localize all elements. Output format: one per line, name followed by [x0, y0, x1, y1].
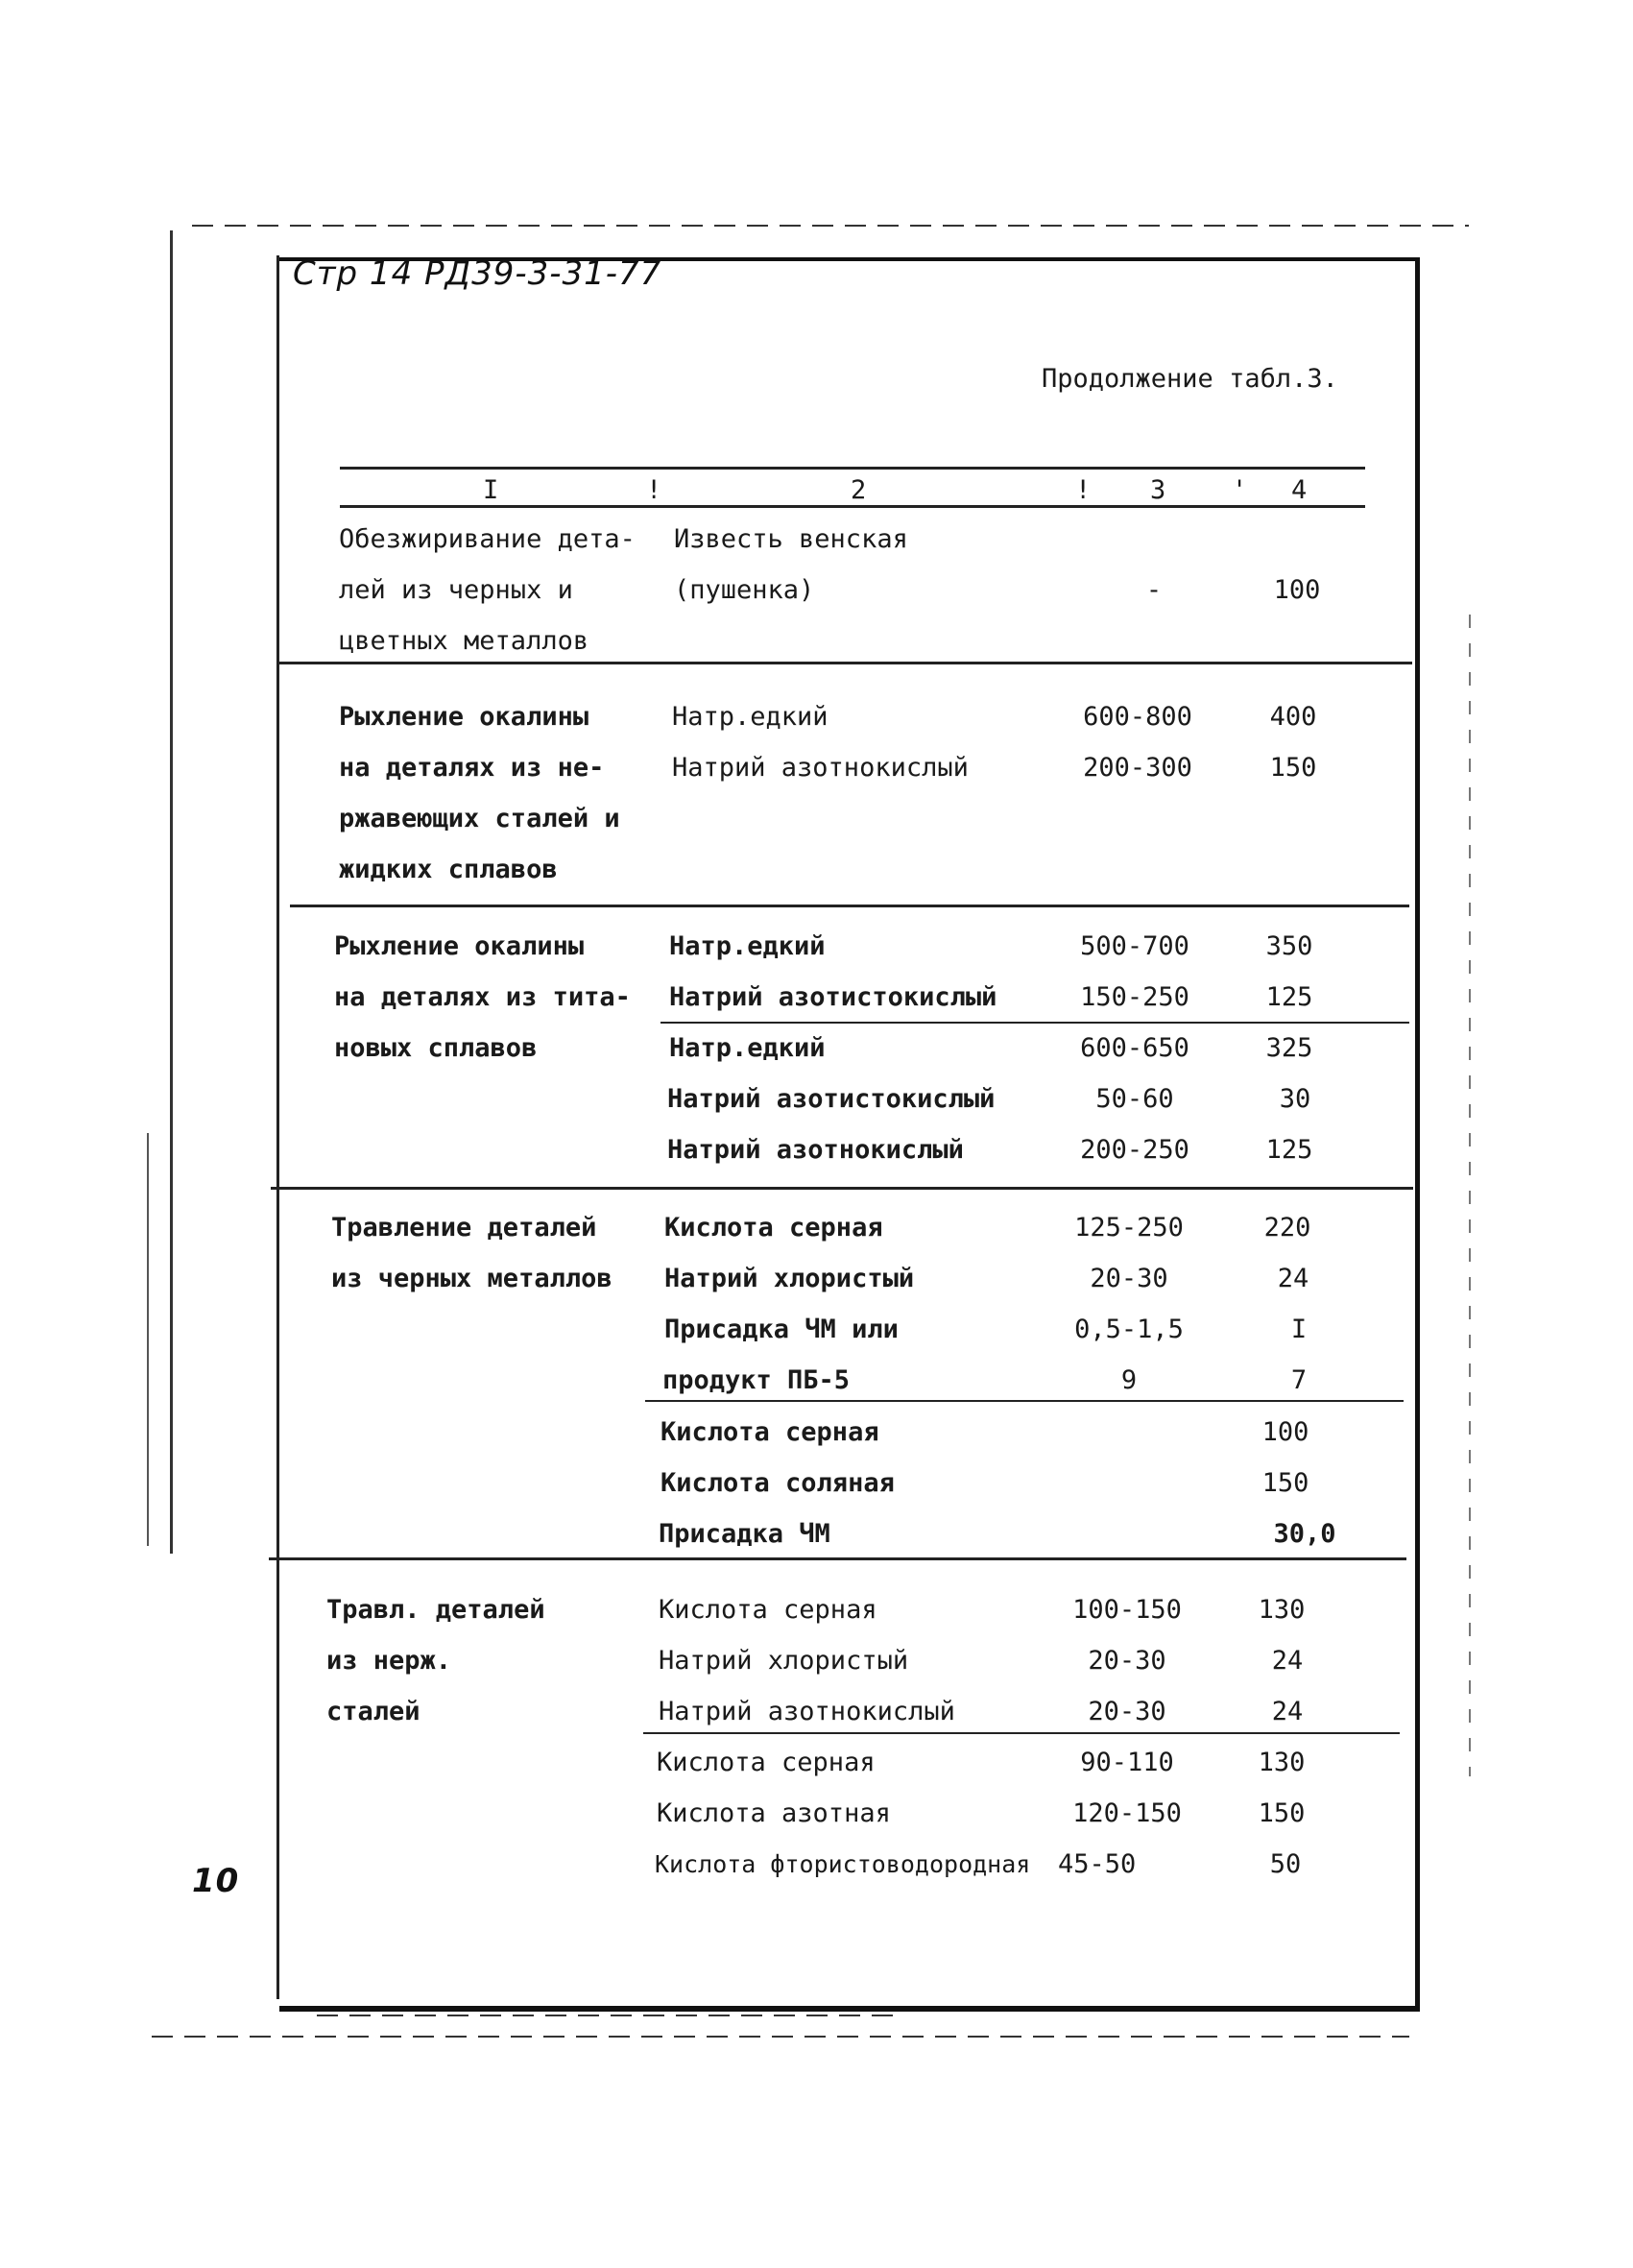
table-header-top-rule	[340, 467, 1365, 470]
table-row-chem: Натрий хлористый	[659, 1646, 909, 1676]
bottom-rule-2	[317, 2015, 893, 2016]
table-row-chem: Натрий азотнокислый	[672, 753, 969, 783]
column-separator-2: !	[1075, 475, 1092, 505]
table-row-c3: 120-150	[1072, 1798, 1182, 1828]
left-margin-line-lower	[147, 1133, 149, 1546]
table-row-op: на деталях из не-	[339, 753, 605, 783]
column-separator-1: !	[646, 475, 662, 505]
top-rule	[192, 225, 1469, 227]
table-row-op: на деталях из тита-	[334, 982, 631, 1012]
table-row-op: Рыхление окалины	[339, 702, 589, 732]
group-separator-1	[279, 662, 1412, 664]
table-row-c4: 325	[1265, 1033, 1313, 1063]
table-row-chem: Натрий хлористый	[664, 1264, 915, 1293]
table-row-op: Рыхление окалины	[334, 931, 585, 961]
table-row-c3: 600-650	[1080, 1033, 1189, 1063]
table-row-c3: 125-250	[1074, 1213, 1184, 1243]
table-row-c4: 100	[1261, 1417, 1309, 1447]
table-row-chem: Кислота соляная	[660, 1468, 895, 1498]
table-row-op: Травл. деталей	[326, 1595, 545, 1625]
table-row-op: Травление деталей	[331, 1213, 597, 1243]
table-row-chem: Натрий азотистокислый	[669, 982, 997, 1012]
table-row-chem: Известь венская	[674, 524, 908, 554]
table-row-chem: Кислота фтористоводородная	[655, 1850, 1031, 1878]
table-header-bottom-rule	[340, 505, 1365, 508]
table-row-c4: 150	[1261, 1468, 1309, 1498]
table-row-c4: 30,0	[1273, 1519, 1336, 1549]
table-row-c3: 9	[1120, 1365, 1138, 1395]
table-row-chem: Кислота серная	[657, 1748, 876, 1777]
table-row-chem: Натр.едкий	[672, 702, 829, 732]
table-row-c3: 0,5-1,5	[1074, 1315, 1184, 1344]
table-row-c3: 20-30	[1088, 1697, 1166, 1726]
table-row-c3: 200-250	[1080, 1135, 1189, 1165]
column-separator-3: '	[1232, 475, 1248, 505]
page-number: 10	[192, 1862, 240, 1900]
table-row-c4: 24	[1277, 1264, 1309, 1293]
table-row-op: цветных металлов	[339, 626, 589, 656]
table-row-c4: 130	[1258, 1748, 1306, 1777]
table-row-op: Обезжиривание дета-	[339, 524, 636, 554]
table-row-chem: Кислота серная	[659, 1595, 877, 1625]
subgroup-separator-3	[660, 1022, 1409, 1024]
table-row-c4: 24	[1271, 1646, 1304, 1676]
table-row-c4: 220	[1263, 1213, 1311, 1243]
page-frame-left	[276, 255, 279, 1999]
table-row-c4: 350	[1265, 931, 1313, 961]
continuation-title: Продолжение табл.3.	[1042, 364, 1338, 394]
table-row-chem: Натр.едкий	[669, 931, 826, 961]
table-row-chem: (пушенка)	[674, 575, 815, 605]
table-row-c4: 130	[1258, 1595, 1306, 1625]
column-header-2: 2	[851, 475, 867, 505]
column-header-4: 4	[1291, 475, 1308, 505]
table-row-c3: 600-800	[1083, 702, 1192, 732]
bottom-rule	[152, 2036, 1409, 2038]
table-row-chem: Присадка ЧМ или	[664, 1315, 899, 1344]
table-row-chem: Присадка ЧМ	[659, 1519, 830, 1549]
table-row-c4: 150	[1258, 1798, 1306, 1828]
table-row-chem: Кислота серная	[664, 1213, 883, 1243]
table-row-c3: 50-60	[1095, 1084, 1174, 1114]
left-margin-line	[170, 230, 173, 1554]
table-row-c3: 20-30	[1090, 1264, 1168, 1293]
table-row-chem: Натрий азотистокислый	[667, 1084, 996, 1114]
table-row-op: из нерж.	[326, 1646, 452, 1676]
table-row-chem: Натрий азотнокислый	[667, 1135, 964, 1165]
table-row-chem: Кислота серная	[660, 1417, 879, 1447]
table-row-op: новых сплавов	[334, 1033, 538, 1063]
table-row-chem: Натр.едкий	[669, 1033, 826, 1063]
table-row-c4: 400	[1269, 702, 1317, 732]
subgroup-separator-5	[643, 1732, 1400, 1734]
right-margin-dashes	[1469, 615, 1471, 1776]
table-row-op: ржавеющих сталей и	[339, 804, 620, 833]
table-row-chem: Натрий азотнокислый	[659, 1697, 955, 1726]
column-header-3: 3	[1150, 475, 1166, 505]
table-row-op: сталей	[326, 1697, 420, 1726]
table-row-chem: Кислота азотная	[657, 1798, 891, 1828]
table-row-c3: 150-250	[1080, 982, 1189, 1012]
table-row-c4: 150	[1269, 753, 1317, 783]
table-row-c4: 125	[1265, 1135, 1313, 1165]
table-row-c4: 7	[1290, 1365, 1308, 1395]
table-row-c4: 100	[1273, 575, 1321, 605]
table-row-c3: 100-150	[1072, 1595, 1182, 1625]
table-row-c3: 90-110	[1080, 1748, 1174, 1777]
table-row-c4: 50	[1269, 1849, 1302, 1879]
table-row-c3: -	[1145, 575, 1163, 605]
table-row-c3: 500-700	[1080, 931, 1189, 961]
table-row-c3: 200-300	[1083, 753, 1192, 783]
table-row-c4: 125	[1265, 982, 1313, 1012]
table-row-c3: 20-30	[1088, 1646, 1166, 1676]
table-row-op: жидких сплавов	[339, 855, 558, 884]
subgroup-separator-4	[645, 1400, 1404, 1402]
table-row-op: из черных металлов	[331, 1264, 612, 1293]
table-row-c3: 45-50	[1058, 1849, 1137, 1879]
table-row-c4: 30	[1279, 1084, 1311, 1114]
group-separator-4	[269, 1557, 1406, 1560]
group-separator-3	[271, 1187, 1413, 1190]
table-row-op: лей из черных и	[339, 575, 573, 605]
table-row-c4: 24	[1271, 1697, 1304, 1726]
document-stamp: Стр 14 РД39-3-31-77	[293, 254, 662, 293]
table-row-c4: I	[1290, 1315, 1308, 1344]
table-row-chem: продукт ПБ-5	[662, 1365, 851, 1395]
group-separator-2	[290, 905, 1409, 907]
column-header-1: I	[483, 475, 499, 505]
